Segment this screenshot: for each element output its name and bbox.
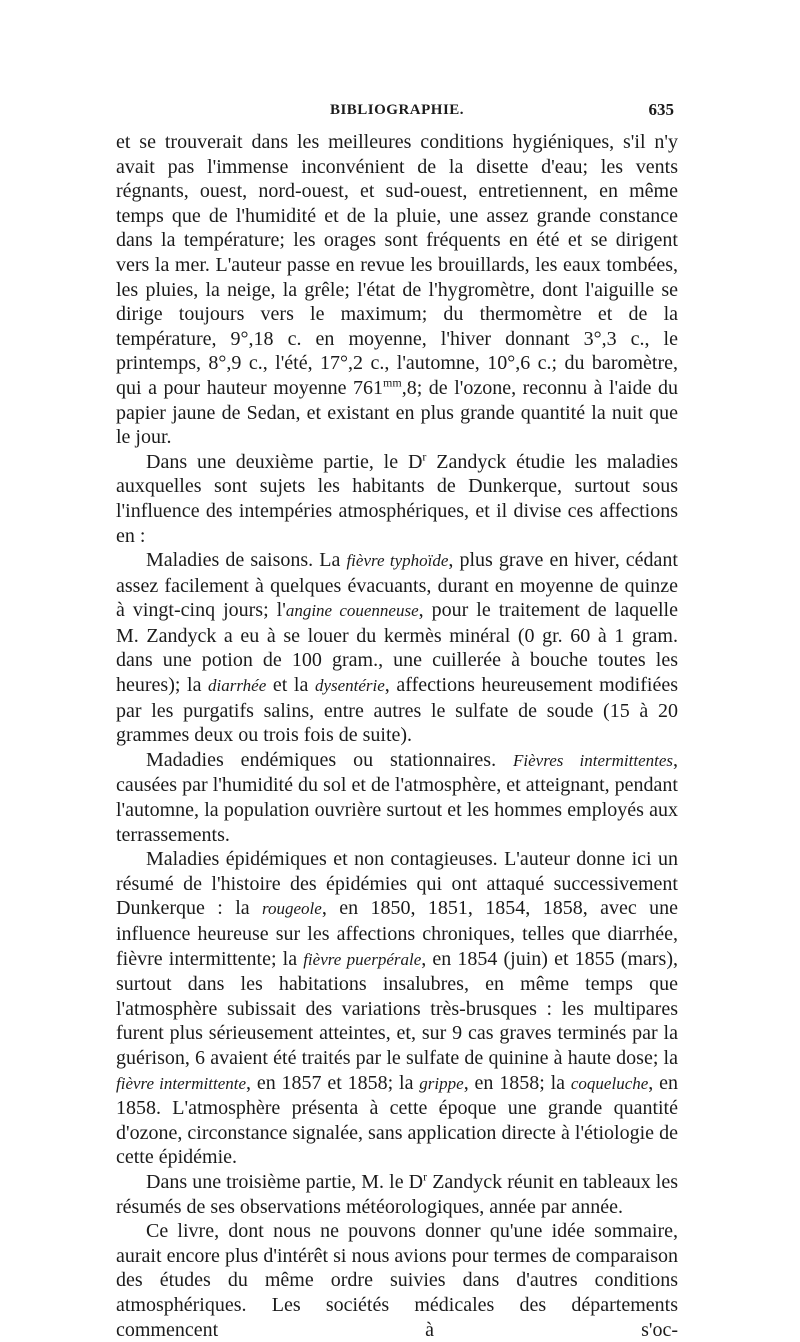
text-run: Maladies de saisons. La bbox=[146, 549, 347, 572]
text-run: Zandyck étudie les maladies auxquelles sont sujets les habitants de Dunkerque, surtout sous l'influence des intempéries atmosphériques, et il divise ces affections en : bbox=[116, 450, 678, 547]
paragraph-conclusion bbox=[116, 1219, 678, 1342]
text-run: , causées par l'humidité du sol et de l'atmosphère, et atteignant, pendant l'automne, la population ouvrière surtout et les hommes employés aux terrassements. bbox=[116, 748, 679, 846]
paragraph-second-part bbox=[116, 450, 678, 548]
text-run: ,8; de l'ozone, reconnu à l'aide du papier jaune de Sedan, et existant en plus grande quantité la nuit que le jour. bbox=[116, 376, 678, 449]
running-title: BIBLIOGRAPHIE. bbox=[329, 102, 465, 118]
text-run: Dans une deuxième partie, le D bbox=[146, 450, 423, 473]
book-page bbox=[116, 98, 679, 1341]
italic-term: angine couenneuse bbox=[285, 601, 419, 621]
text-run: Zandyck réunit en tableaux les résumés de ses observations météorologiques, année par année. bbox=[116, 1170, 678, 1218]
paragraph-third-part bbox=[116, 1170, 678, 1219]
italic-term: diarrhée bbox=[208, 676, 267, 696]
italic-term: rougeole bbox=[262, 899, 322, 919]
paragraph-hygiene-climate bbox=[116, 130, 678, 450]
text-run: Maladies épidémiques et non contagieuses. L'auteur donne ici un résumé de l'histoire des épidémies qui ont attaqué successivement Dunkerque : la bbox=[116, 848, 678, 920]
text-run: , pour le traitement de laquelle M. Zandyck a eu à se louer du kermès minéral (0 gr. 60 à 1 gram. dans une potion de 100 gram., une cuillerée à bouche toutes les heures); la bbox=[116, 599, 678, 697]
paragraph-endemic-diseases bbox=[116, 748, 678, 847]
text-run: Madadies endémiques ou stationnaires. bbox=[146, 748, 514, 771]
body-text bbox=[116, 130, 678, 1342]
italic-term: grippe bbox=[419, 1073, 464, 1093]
text-run: , plus grave en hiver, cédant assez facilement à quelques évacuants, durant en moyenne de quinze à vingt-cinq jours; l' bbox=[116, 549, 678, 622]
superscript: r bbox=[422, 449, 427, 464]
text-run: et la bbox=[266, 674, 315, 697]
italic-term: fièvre typhoïde bbox=[346, 551, 449, 571]
text-run: , affections heureusement modifiées par les purgatifs salins, entre autres le sulfate de soude (15 à 20 grammes deux ou trois fois de suite). bbox=[116, 674, 678, 747]
superscript: r bbox=[423, 1169, 428, 1184]
text-run: et se trouverait dans les meilleures conditions hygiéniques, s'il n'y avait pas l'immense inconvénient de la disette d'eau; les vents régnants, ouest, nord-ouest, et sud-ouest, entretiennent, en même temps que de l'humidité et de la pluie, une assez grande constance dans la température; les orages sont fréquents en été et se dirigent vers la mer. L'auteur passe en revue les brouillards, les eaux tombées, les pluies, la neige, la grêle; l'état de l'hygromètre, dont l'aiguille se dirige toujours vers le maximum; du thermomètre et de la température, 9°,18 c. en moyenne, l'hiver donnant 3°,3 c., le printemps, 8°,9 c., l'été, 17°,2 c., l'automne, 10°,6 c.; du baromètre, qui a pour hauteur moyenne 761 bbox=[116, 131, 678, 399]
italic-term: dysentérie bbox=[314, 676, 385, 696]
italic-term: Fièvres intermittentes bbox=[513, 750, 674, 770]
paragraph-epidemic-diseases bbox=[116, 847, 678, 1170]
text-run: Ce livre, dont nous ne pouvons donner qu'une idée sommaire, aurait encore plus d'intérêt si nous avions pour termes de comparaison des études du même ordre suivies dans d'autres conditions atmosphériques. Les sociétés médicales des départements commencent à s'oc- bbox=[116, 1220, 678, 1341]
text-run: , en 1850, 1851, 1854, 1858, avec une influence heureuse sur les affections chroniques, telles que diarrhée, fièvre intermittente; la bbox=[116, 897, 678, 970]
italic-term: fièvre puerpérale bbox=[303, 949, 422, 969]
italic-term: coqueluche bbox=[570, 1073, 649, 1093]
paragraph-seasonal-diseases bbox=[116, 548, 678, 748]
superscript: mm bbox=[383, 375, 402, 390]
italic-term: fièvre intermittente bbox=[116, 1073, 247, 1093]
text-run: , en 1857 et 1858; la bbox=[246, 1071, 420, 1094]
text-run: , en 1858. L'atmosphère présenta à cette époque une grande quantité d'ozone, circonstance signalée, sans application directe à l'étiologie de cette épidémie. bbox=[116, 1071, 678, 1169]
running-head bbox=[116, 98, 678, 128]
page-number: 635 bbox=[648, 100, 674, 119]
text-run: , en 1854 (juin) et 1855 (mars), surtout dans les habitations insalubres, en même temps que l'atmosphère subissait des variations très-brusques : les multipares furent plus sérieusement atteintes, et, sur 9 cas graves terminés par la guérison, 6 avaient été traités par le sulfate de quinine à haute dose; la bbox=[116, 947, 678, 1069]
text-run: , en 1858; la bbox=[463, 1071, 571, 1094]
text-run: Dans une troisième partie, M. le D bbox=[146, 1170, 424, 1193]
